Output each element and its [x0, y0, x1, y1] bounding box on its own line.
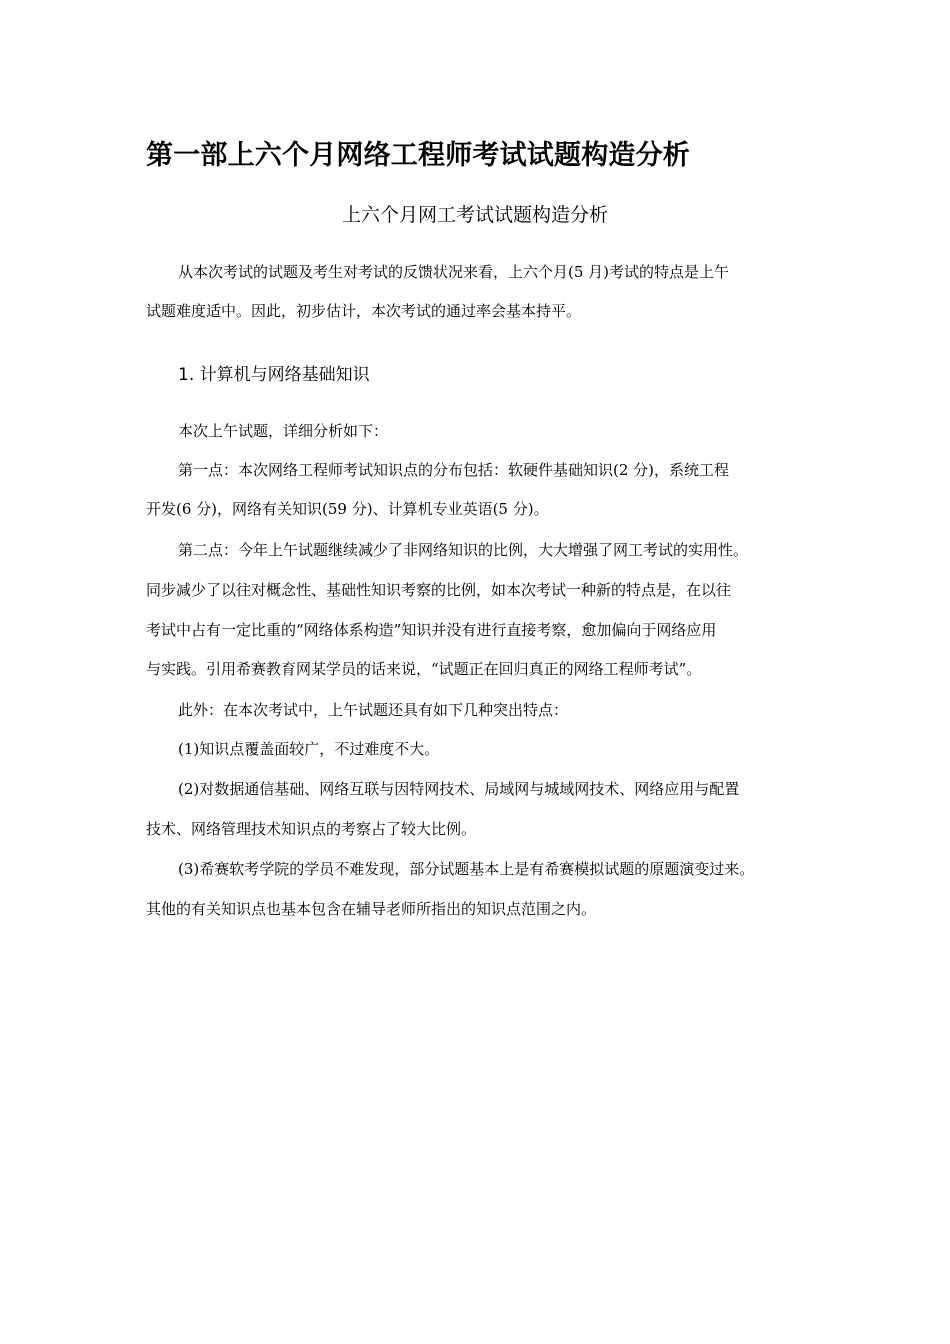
feature-item-1: (1)知识点覆盖面较广，不过难度不大。	[178, 740, 440, 758]
point-two-line-1: 第二点：今年上午试题继续减少了非网络知识的比例，大大增强了网工考试的实用性。	[178, 541, 749, 559]
feature-item-3-line-1: (3)希赛软考学院的学员不难发现，部分试题基本上是有希赛模拟试题的原题演变过来。	[178, 860, 755, 878]
intro-line-1: 从本次考试的试题及考生对考试的反馈状况来看，上六个月(5 月)考试的特点是上午	[178, 263, 730, 281]
point-one-line-1: 第一点：本次网络工程师考试知识点的分布包括：软硬件基础知识(2 分)，系统工程	[178, 461, 730, 479]
intro-line-2: 试题难度适中。因此，初步估计，本次考试的通过率会基本持平。	[146, 302, 582, 320]
feature-item-3-line-2: 其他的有关知识点也基本包含在辅导老师所指出的知识点范围之内。	[146, 900, 597, 918]
point-two-line-2: 同步减少了以往对概念性、基础性知识考察的比例，如本次考试一种新的特点是，在以往	[146, 581, 732, 599]
section-heading: 1. 计算机与网络基础知识	[178, 365, 370, 385]
features-intro: 此外：在本次考试中，上午试题还具有如下几种突出特点：	[178, 701, 569, 719]
feature-item-2-line-1: (2)对数据通信基础、网络互联与因特网技术、局域网与城域网技术、网络应用与配置	[178, 780, 740, 798]
point-two-line-3: 考试中占有一定比重的“网络体系构造”知识并没有进行直接考察，愈加偏向于网络应用	[146, 621, 717, 639]
feature-item-2-line-2: 技术、网络管理技术知识点的考察占了较大比例。	[146, 820, 477, 838]
paragraph-analysis-intro: 本次上午试题，详细分析如下：	[178, 422, 389, 440]
page-title: 第一部上六个月网络工程师考试试题构造分析	[146, 140, 690, 171]
point-two-line-4: 与实践。引用希赛教育网某学员的话来说，“试题正在回归真正的网络工程师考试”。	[146, 660, 702, 678]
point-one-line-2: 开发(6 分)，网络有关知识(59 分)、计算机专业英语(5 分)。	[146, 500, 549, 518]
page-subtitle: 上六个月网工考试试题构造分析	[341, 204, 608, 226]
